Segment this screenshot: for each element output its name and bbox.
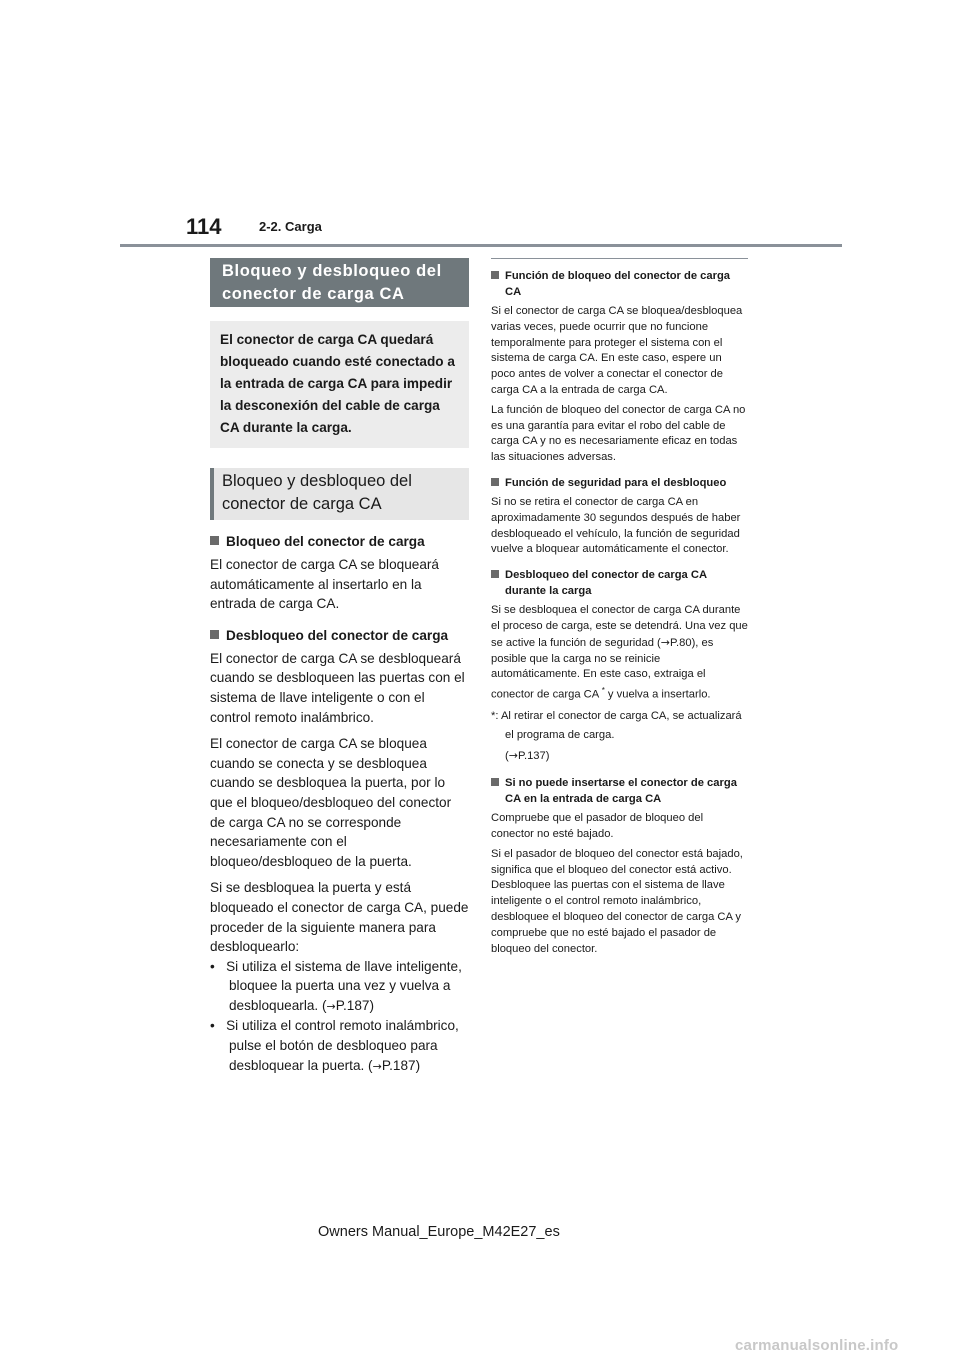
bullet-dot: • bbox=[210, 1018, 215, 1034]
arrow-right-icon: → bbox=[372, 1059, 382, 1073]
intro-box: El conector de carga CA quedará bloqueado cuando esté conectado a la entrada de carga CA para impedir la desconexión del cable de carga CA durante la carga. bbox=[210, 321, 469, 448]
square-bullet-icon bbox=[491, 778, 499, 786]
safety-function-heading: Función de seguridad para el desbloqueo bbox=[491, 475, 748, 491]
unlock-heading: Desbloqueo del conector de carga bbox=[210, 627, 469, 645]
lock-function-heading: Función de bloqueo del conector de carga CA bbox=[491, 268, 748, 300]
cannot-insert-heading: Si no puede insertarse el conector de carga CA en la entrada de carga CA bbox=[491, 775, 748, 807]
square-bullet-icon bbox=[491, 478, 499, 486]
arrow-right-icon: → bbox=[326, 999, 336, 1013]
lock-heading: Bloqueo del conector de carga bbox=[210, 533, 469, 551]
unlock-paragraph-2: El conector de carga CA se bloquea cuando se conecta y se desbloquea cuando se desbloquea la puerta, por lo que el bloqueo/desbloqueo del conector de carga CA no se corresponde necesariamente con el bloqueo/desbloqueo de la puerta. bbox=[210, 736, 452, 869]
page-reference-link[interactable]: P.187) bbox=[335, 997, 375, 1013]
square-bullet-icon bbox=[210, 630, 219, 639]
lock-paragraph: El conector de carga CA se bloqueará automáticamente al insertarlo en la entrada de carga CA. bbox=[210, 557, 439, 612]
section-banner: Bloqueo y desbloqueo del conector de carga CA bbox=[210, 258, 469, 307]
cannot-insert-paragraph-1: Compruebe que el pasador de bloqueo del conector no esté bajado. bbox=[491, 812, 704, 840]
arrow-right-icon: → bbox=[660, 635, 670, 649]
unlock-paragraph-3: Si se desbloquea la puerta y está bloqueado el conector de carga CA, puede proceder de la siguiente manera para desbloquearlo: bbox=[210, 880, 469, 955]
footnote-mark: *: bbox=[491, 709, 499, 722]
page-reference-link[interactable]: P.80), es posible que la carga no se reinicie automáticamente. En este caso, extraiga el conector de carga CA bbox=[491, 636, 714, 701]
bullet-dot: • bbox=[210, 958, 215, 974]
bullet-remote-control: • Si utiliza el control remoto inalámbrico, pulse el botón de desbloqueo para desbloquear la puerta. (→P.187) bbox=[210, 1018, 459, 1073]
column-divider bbox=[491, 258, 748, 259]
footer-doc-id: Owners Manual_Europe_M42E27_es bbox=[318, 1224, 560, 1240]
arrow-right-icon: → bbox=[508, 748, 518, 762]
page-reference-link[interactable]: P.187) bbox=[381, 1057, 421, 1073]
left-column bbox=[210, 258, 469, 1076]
header-divider bbox=[120, 244, 842, 247]
footnote: *: Al retirar el conector de carga CA, se actualizará el programa de carga. (→P.137) bbox=[491, 709, 742, 762]
lock-function-paragraph-2: La función de bloqueo del conector de carga CA no es una garantía para evitar el robo del cable de carga CA y no es necesariamente eficaz en todas las situaciones adversas. bbox=[491, 403, 746, 464]
page-reference-link[interactable]: P.137) bbox=[517, 749, 550, 762]
cannot-insert-paragraph-2: Si el pasador de bloqueo del conector está bajado, significa que el bloqueo del conector está activo. Desbloquee las puertas con el sistema de llave inteligente o el control remoto inalámbrico, desbloquee el bloqueo del conector de carga CA y compruebe que no esté bajado el pasador de bloqueo del conector. bbox=[491, 847, 743, 955]
footnote-marker: * bbox=[601, 686, 605, 696]
right-column bbox=[491, 258, 748, 957]
lock-function-paragraph-1: Si el conector de carga CA se bloquea/desbloquea varias veces, puede ocurrir que no funcione temporalmente para proteger el sistema con el sistema de carga CA. En este caso, espere un poco antes de volver a conectar el conector de carga CA a la entrada de carga CA. bbox=[491, 305, 743, 396]
square-bullet-icon bbox=[491, 570, 499, 578]
bullet-smart-key: • Si utiliza el sistema de llave inteligente, bloquee la puerta una vez y vuelva a desbloquearla. (→P.187) bbox=[210, 958, 462, 1013]
safety-function-paragraph: Si no se retira el conector de carga CA en aproximadamente 30 segundos después de haber desbloqueado el vehículo, la función de seguridad vuelve a bloquear automáticamente el conector. bbox=[491, 495, 741, 556]
subsection-heading: Bloqueo y desbloqueo del conector de carga CA bbox=[210, 468, 469, 520]
square-bullet-icon bbox=[210, 536, 219, 545]
unlock-during-charge-paragraph: Si se desbloquea el conector de carga CA durante el proceso de carga, este se detendrá. Una vez que se active la función de seguridad (→P.80), es posible que la carga no se reinicie automáticamente. En este caso, extraiga el conector de carga CA * y vuelva a insertarlo. bbox=[491, 604, 748, 701]
watermark: carmanualsonline.info bbox=[735, 1337, 899, 1354]
section-label: 2-2. Carga bbox=[259, 219, 322, 234]
page-number: 114 bbox=[186, 214, 222, 239]
unlock-during-charge-heading: Desbloqueo del conector de carga CA durante la carga bbox=[491, 567, 748, 599]
square-bullet-icon bbox=[491, 271, 499, 279]
unlock-paragraph-1: El conector de carga CA se desbloqueará cuando se desbloqueen las puertas con el sistema de llave inteligente o con el control remoto inalámbrico. bbox=[210, 650, 465, 725]
